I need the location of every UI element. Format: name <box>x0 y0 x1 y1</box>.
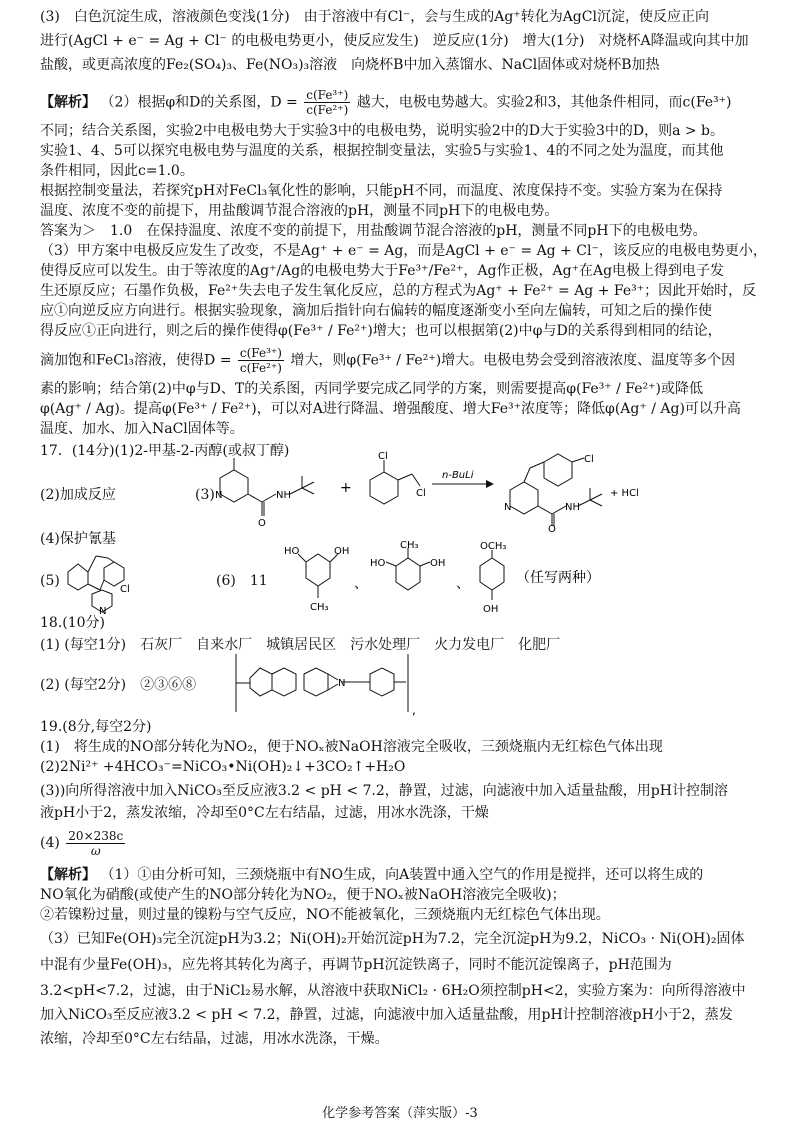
q17-reaction-diagram <box>210 450 770 532</box>
separator-1: 、 <box>354 576 368 592</box>
analysis-16-line9: 使得反应可以发生。由于等浓度的Ag⁺/Ag的电极电势大于Fe³⁺/Fe²⁺，Ag作正极，Ag⁺在Ag电极上得到电子发 <box>40 263 725 279</box>
analysis-16-line10: 生还原反应；石墨作负极，Fe²⁺失去电子发生氧化反应，总的方程式为Ag⁺ + Fe²⁺ = Ag + Fe³⁺；因此开始时，反 <box>40 283 757 299</box>
q18-answer-1: (1) (每空1分) 石灰厂 自来水厂 城镇居民区 污水处理厂 火力发电厂 化肥厂 <box>40 637 561 653</box>
q19-heading: 19.(8分,每空2分) <box>40 719 152 735</box>
polymer-2 <box>304 654 408 712</box>
analysis-16-line1 <box>40 88 732 117</box>
analysis-16-line11: 应①向逆反应方向进行。根据实验现象，滴加后指针向右偏转的幅度逐渐变小至向左偏转，可知之后的操作使 <box>40 303 712 319</box>
analysis-16-line4: 条件相同，因此c=1.0。 <box>40 163 194 179</box>
atom-n-2: N <box>504 502 512 513</box>
atom-n-3: N <box>99 606 107 614</box>
atom-ho-1: HO <box>284 546 300 557</box>
q17-answer-2: (2)加成反应 <box>40 487 116 503</box>
q18-polymer-structures <box>230 650 430 716</box>
page-footer: 化学参考答案（萍实版）-3 <box>322 1106 478 1121</box>
isomers-svg <box>280 540 620 620</box>
analysis-16-line16: 温度、加水、加入NaCl固体等。 <box>40 421 244 437</box>
analysis-19-line7: 加入NiCO₃至反应液3.2 < pH < 7.2，静置，过滤，向滤液中加入适量盐酸，用pH计控制溶液pH小于2，蒸发 <box>40 1007 733 1023</box>
answer-16-3-line1: (3) 白色沉淀生成，溶液颜色变浅(1分) 由于溶液中有Cl⁻，会与生成的Ag⁺转化为AgCl沉淀，使反应正向 <box>40 9 709 25</box>
atom-och3: OCH₃ <box>480 541 507 552</box>
q17-answer-6-structures <box>280 540 620 620</box>
atom-oh-1: OH <box>334 546 350 557</box>
atom-oh-3: OH <box>483 604 499 615</box>
analysis-16-line5: 根据控制变量法，若探究pH对FeCl₃氧化性的影响，只能pH不同，而温度、浓度保持不变。实验方案为在保持 <box>40 183 723 199</box>
q17-answer-4: (4)保护氰基 <box>40 531 116 547</box>
q17-answer-5-label: (5) <box>40 573 60 589</box>
atom-ho-2: HO <box>370 558 386 569</box>
analysis-16-line7: 答案为＞ 1.0 在保持温度、浓度不变的前提下，用盐酸调节混合溶液的pH，测量不同pH下的电极电势。 <box>40 223 707 239</box>
q19-answer-1: (1) 将生成的NO部分转化为NO₂，便于NOₓ被NaOH溶液完全吸收，三颈烧瓶内无红棕色气体出现 <box>40 739 663 755</box>
atom-nh-1: NH <box>276 490 291 501</box>
answer-16-3-line3: 盐酸，或更高浓度的Fe₂(SO₄)₃、Fe(NO₃)₃溶液 向烧杯B中加入蒸馏水、NaCl固体或对烧杯B加热 <box>40 57 660 73</box>
atom-o-2: O <box>548 524 556 532</box>
analysis-16-line13-b: 增大，则φ(Fe³⁺ / Fe²⁺)增大。电极电势会受到溶液浓度、温度等多个因 <box>290 352 736 369</box>
analysis-19-line5: 中混有少量Fe(OH)₃，应先将其转化为离子，再调节pH沉淀铁离子，同时不能沉淀镍离子，pH范围为 <box>40 957 672 973</box>
q18-answer-2: (2) (每空2分) ②③⑥⑧ <box>40 677 197 693</box>
analysis-16-line13 <box>40 346 735 375</box>
atom-cl-3: Cl <box>584 454 594 465</box>
isomer-1 <box>298 554 338 598</box>
analysis-19-line1 <box>40 866 703 884</box>
analysis-19-line4: （3）已知Fe(OH)₃完全沉淀pH为3.2；Ni(OH)₂开始沉淀pH为7.2，完全沉淀pH为9.2，NiCO₃ · Ni(OH)₂固体 <box>40 931 745 947</box>
analysis-label-19: 【解析】 <box>40 867 96 883</box>
yield-fraction <box>66 829 125 858</box>
analysis-16-line2: 不同；结合关系图，实验2中电极电势大于实验3中的电极电势，说明实验2中的D大于实验3中的D，则a > b。 <box>40 123 725 139</box>
atom-cl-4: Cl <box>120 584 130 595</box>
analysis-16-line12: 得反应①正向进行，则之后的操作使得φ(Fe³⁺ / Fe²⁺)增大；也可以根据第(2)中φ与D的关系得到相同的结论， <box>40 323 722 339</box>
analysis-label: 【解析】 <box>40 94 96 111</box>
analysis-19-line6: 3.2<pH<7.2，过滤，由于NiCl₂易水解，从溶液中获取NiCl₂ · 6H₂O须控制pH<2，实验方案为：向所得溶液中 <box>40 983 746 999</box>
answer-16-3-line2: 进行(AgCl + e⁻ = Ag + Cl⁻ 的电极电势更小，使反应发生) 逆反应(1分) 增大(1分) 对烧杯A降温或向其中加 <box>40 33 749 49</box>
analysis-16-line1-a: （2）根据φ和D的关系图，D = <box>100 94 298 111</box>
atom-n-4: N <box>338 678 346 689</box>
yield-numerator: 20×238c <box>68 828 124 843</box>
analysis-16-line3: 实验1、4、5可以探究电极电势与温度的关系，根据控制变量法，实验5与实验1、4的不同之处为温度，而其他 <box>40 143 724 159</box>
atom-cl-1: Cl <box>378 451 388 462</box>
q18-heading: 18.(10分) <box>40 615 106 631</box>
analysis-19-line3: ②若镍粉过量，则过量的镍粉与空气反应，NO不能被氧化，三颈烧瓶内无红棕色气体出现。 <box>40 907 610 923</box>
fraction-denominator: c(Fe²⁺) <box>306 103 349 117</box>
ratio-fraction-2 <box>238 346 284 375</box>
analysis-16-line15: φ(Ag⁺ / Ag)。提高φ(Fe³⁺ / Fe²⁺)，可以对A进行降温、增强酸度、增大Fe³⁺浓度等；降低φ(Ag⁺ / Ag)可以升高 <box>40 401 741 417</box>
q17-answer-6: (6) 11 <box>216 573 268 589</box>
q17-answer-3-label: (3) <box>195 487 215 503</box>
q19-answer-2: (2)2Ni²⁺ +4HCO₃⁻=NiCO₃•Ni(OH)₂↓+3CO₂↑+H₂O <box>40 759 406 775</box>
atom-oh-2: OH <box>430 558 446 569</box>
atom-ch3-1: CH₃ <box>310 602 329 613</box>
atom-o-1: O <box>258 518 266 529</box>
fraction-numerator: c(Fe³⁺) <box>306 88 349 102</box>
reaction-svg <box>210 450 770 532</box>
hcl-product: + HCl <box>610 488 639 499</box>
isomer-3 <box>480 550 504 600</box>
atom-ch3-2: CH₃ <box>400 540 419 551</box>
isomer-2 <box>386 548 430 590</box>
yield-denominator: ω <box>90 843 101 858</box>
ratio-fraction <box>304 88 350 117</box>
q19-answer-3-line2: 液pH小于2，蒸发浓缩，冷却至0°C左右结晶，过滤，用冰水洗涤，干燥 <box>40 805 489 821</box>
polymer-comma: , <box>412 703 416 716</box>
separator-2: 、 <box>456 576 470 592</box>
polymer-svg <box>230 650 430 716</box>
analysis-16-line1-b: 越大，电极电势越大。实验2和3，其他条件相同，而c(Fe³⁺) <box>356 94 732 111</box>
pyridine-amide-molecule <box>220 458 314 516</box>
fraction-denominator-2: c(Fe²⁺) <box>239 361 282 375</box>
plus-sign: + <box>340 480 352 496</box>
analysis-16-line13-a: 滴加饱和FeCl₃溶液，使得D = <box>40 352 232 369</box>
analysis-19-line8: 浓缩，冷却至0°C左右结晶，过滤，用冰水洗涤，干燥。 <box>40 1031 389 1047</box>
any-two-note: （任写两种） <box>516 570 600 586</box>
analysis-19-line1-text: （1）①由分析可知，三颈烧瓶中有NO生成，向A装置中通入空气的作用是搅拌，还可以将生成的 <box>100 867 704 883</box>
atom-cl-2: Cl <box>416 488 426 499</box>
chlorobenzyl-chloride-molecule <box>370 460 420 504</box>
analysis-16-line6: 温度、浓度不变的前提下，用盐酸调节混合溶液的pH，测量不同pH下的电极电势。 <box>40 203 559 219</box>
analysis-16-line8: （3）甲方案中电极反应发生了改变，不是Ag⁺ + e⁻ = Ag，而是AgCl + e⁻ = Ag + Cl⁻，该反应的电极电势更小， <box>40 243 767 259</box>
tricyclic-svg <box>64 550 144 614</box>
q17-answer-5-structure <box>64 550 144 614</box>
q19-answer-4 <box>40 826 127 860</box>
atom-nh-2: NH <box>565 502 580 513</box>
q19-answer-3-line1: (3))向所得溶液中加入NiCO₃至反应液3.2 < pH < 7.2，静置，过滤，向滤液中加入适量盐酸，用pH计控制溶 <box>40 783 728 799</box>
reagent-label: n-BuLi <box>442 470 474 481</box>
arrow-head <box>486 480 494 488</box>
analysis-16-line14: 素的影响；结合第(2)中φ与D、T的关系图，丙同学要完成乙同学的方案，则需要提高φ(Fe³⁺ / Fe²⁺)或降低 <box>40 381 704 397</box>
q19-answer-4-label: (4) <box>40 835 60 851</box>
polymer-1 <box>236 654 296 712</box>
atom-n-1: N <box>215 490 223 501</box>
fraction-numerator-2: c(Fe³⁺) <box>239 346 282 360</box>
analysis-19-line2: NO氧化为硝酸(或使产生的NO部分转化为NO₂，便于NOₓ被NaOH溶液完全吸收)； <box>40 887 566 903</box>
q17-heading: 17．(14分)(1)2-甲基-2-丙醇(或叔丁醇) <box>40 443 290 459</box>
